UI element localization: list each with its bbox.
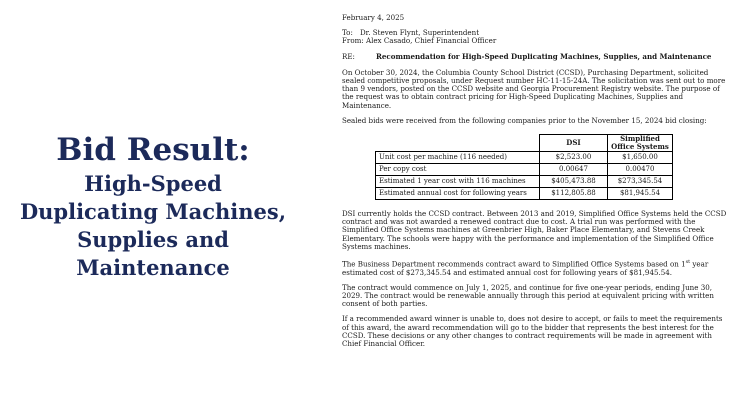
memo-to-label: To: — [342, 28, 353, 38]
sos-value: $81,945.54 — [608, 188, 673, 200]
title-line-1: Bid Result: — [56, 132, 250, 168]
title-panel — [0, 0, 306, 414]
row-label: Unit cost per machine (116 needed) — [376, 152, 540, 164]
memo-paragraph-2: Sealed bids were received from the following companies prior to the November 15, 2024 bid closing: — [342, 115, 707, 125]
memo-paragraph-4-end: year estimated cost of $273,345.54 and estimated annual cost for following years of $81,945.54. — [342, 259, 709, 277]
memo-date: February 4, 2025 — [342, 13, 405, 22]
memo-from-value: Alex Casado, Chief Financial Officer — [365, 36, 497, 46]
sos-value: $273,345.54 — [608, 176, 673, 188]
row-label: Estimated 1 year cost with 116 machines — [376, 176, 540, 188]
title-line-3: Duplicating Machines, — [19, 199, 287, 224]
bid-table-header — [376, 135, 673, 152]
memo-subject: Recommendation for High-Speed Duplicating Machines, Supplies, and Maintenance — [376, 51, 712, 61]
memo-from-row — [342, 37, 728, 45]
bid-table-corner — [376, 135, 540, 152]
sos-value: 0.00470 — [608, 164, 673, 176]
memo-paragraph-1: On October 30, 2024, the Columbia County School District (CCSD), Purchasing Department, solicited sealed competitive proposals, under Request number HC-11-15-24A. The solicitation was sent out to more than 9 vendors, posted on the CCSD website and Georgia Procurement Registry website. The purpose of the request was to obtain contract pricing for High-Speed Duplicating Machines, Supplies and Maintenance. — [342, 67, 726, 110]
title-line-5: Maintenance — [76, 255, 230, 280]
memo-re-label: RE: — [342, 51, 355, 61]
memo-re-row — [342, 53, 728, 61]
dsi-value: $2,523.00 — [540, 152, 608, 164]
table-row — [376, 188, 673, 200]
memo-paragraph-6: If a recommended award winner is unable to, does not desire to accept, or fails to meet the requirements of this award, the award recommendation will go to the bidder that represents the best interest for the CCSD. These decisions or any other changes to contract requirements will be made in agreement with Chief Financial Officer. — [342, 314, 723, 349]
table-row — [376, 152, 673, 164]
title-line-4: Supplies and — [77, 227, 229, 252]
bid-table-col-dsi: DSI — [540, 135, 608, 152]
memo-from-label: From: — [342, 36, 364, 46]
row-label: Per copy cost — [376, 164, 540, 176]
memo-paragraph-4 — [342, 258, 728, 277]
table-row — [376, 164, 673, 176]
dsi-value: $405,473.88 — [540, 176, 608, 188]
bid-table-col-sos: Simplified Office Systems — [608, 135, 673, 152]
dsi-value: $112,805.88 — [540, 188, 608, 200]
bid-table — [375, 134, 673, 200]
memo-paragraph-4-start: The Business Department recommends contract award to Simplified Office Systems based on 1 — [342, 259, 686, 269]
table-row — [376, 176, 673, 188]
ordinal-suffix: st — [685, 259, 691, 266]
memo-paragraph-3: DSI currently holds the CCSD contract. Between 2013 and 2019, Simplified Office Systems held the CCSD contract and was not awarded a renewed contract due to cost. A trial run was performed with the Simplified Office Systems machines at Greenbrier High, Baker Place Elementary, and Stevens Creek Elementary. The schools were happy with the performance and implementation of the Simplified Office Systems machines. — [342, 209, 727, 251]
row-label: Estimated annual cost for following years — [376, 188, 540, 200]
memo-document — [342, 14, 728, 348]
title-line-2: High-Speed — [84, 171, 222, 196]
memo-to-value: Dr. Steven Flynt, Superintendent — [360, 28, 480, 38]
memo-paragraph-5: The contract would commence on July 1, 2025, and continue for five one-year periods, ending June 30, 2029. The contract would be renewable annually through this period at equivalent pricing with written consent of both parties. — [342, 282, 714, 309]
sos-value: $1,650.00 — [608, 152, 673, 164]
dsi-value: 0.00647 — [540, 164, 608, 176]
